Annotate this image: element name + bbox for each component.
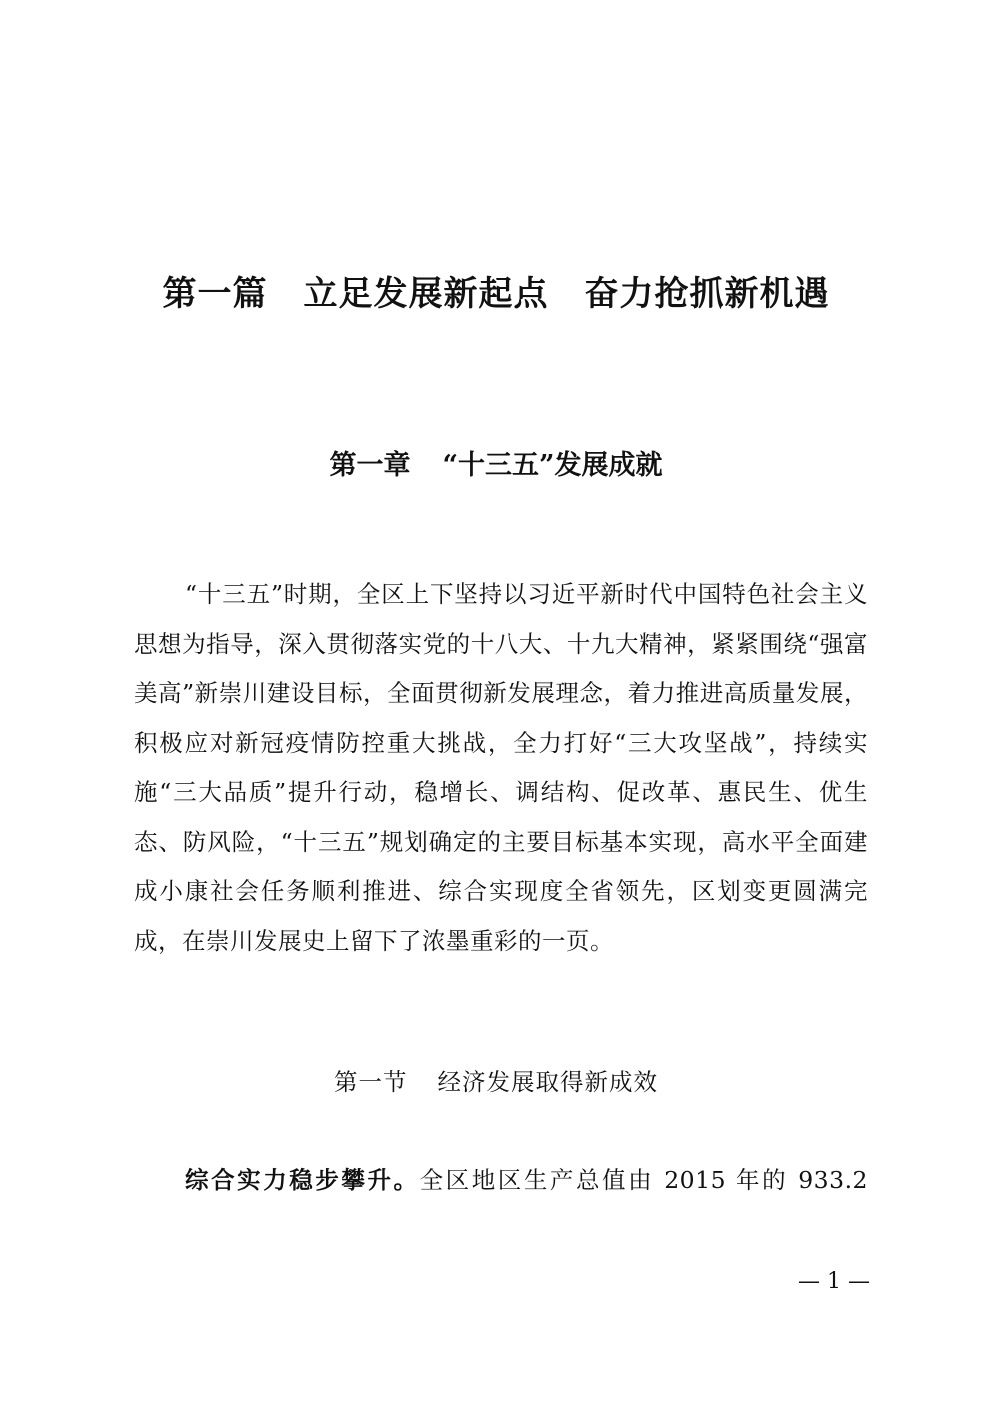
lead-text: 全区地区生产总值由 2015 年的 933.2: [419, 1166, 868, 1194]
part-title-a: 立足发展新起点: [303, 274, 549, 314]
part-title-b: 奋力抢抓新机遇: [584, 274, 830, 314]
part-title: [0, 268, 992, 320]
section-number: 第一节: [334, 1068, 408, 1096]
chapter-title: [0, 446, 992, 486]
intro-paragraph: “十三五”时期，全区上下坚持以习近平新时代中国特色社会主义思想为指导，深入贯彻落实党的十八大、十九大精神，紧紧围绕“强富美高”新崇川建设目标，全面贯彻新发展理念，着力推进高质量发展，积极应对新冠疫情防控重大挑战，全力打好“三大攻坚战”，持续实施“三大品质”提升行动，稳增长、调结构、促改革、惠民生、优生态、防风险，“十三五”规划确定的主要目标基本实现，高水平全面建成小康社会任务顺利推进、综合实现度全省领先，区划变更圆满完成，在崇川发展史上留下了浓墨重彩的一页。: [134, 580, 868, 955]
section-title-text: 经济发展取得新成效: [437, 1068, 658, 1096]
lead-paragraph: [185, 1160, 868, 1200]
chapter-number: 第一章: [329, 450, 411, 481]
page-number: — 1 —: [798, 1269, 870, 1294]
chapter-title-text: “十三五”发展成就: [442, 450, 663, 481]
lead-heading: 综合实力稳步攀升。: [185, 1166, 420, 1194]
section-title: [0, 1062, 992, 1102]
part-number: 第一篇: [162, 274, 268, 314]
